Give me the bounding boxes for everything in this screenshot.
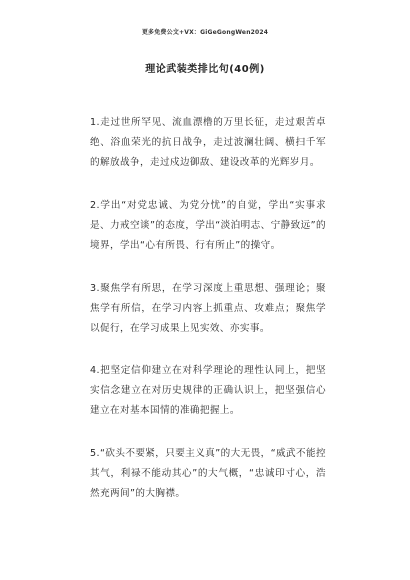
paragraph-4: 4.把坚定信仰建立在对科学理论的理性认同上，把坚实信念建立在对历史规律的正确认识上，把坚强信心建立在对基本国情的准确把握上。 (90, 365, 326, 416)
paragraph-5: 5.“砍头不要紧，只要主义真”的大无畏，“威武不能控其气，利禄不能动其心”的大气概，“忠诚印寸心，浩然充两间”的大胸襟。 (90, 448, 326, 499)
paragraph-3: 3.聚焦学有所思，在学习深度上重思想、强理论；聚焦学有所信，在学习内容上抓重点、攻难点；聚焦学以促行，在学习成果上见实效、亦实事。 (90, 283, 326, 334)
document-title: 理论武装类排比句(40例) (145, 64, 265, 75)
header-note: 更多免费公文+VX：GiGeGongWen2024 (141, 29, 269, 36)
paragraph-2: 2.学出“对党忠诚、为党分忧”的自觉，学出“实事求是、力戒空谈”的态度，学出“淡泊明志、宁静致远”的境界，学出“心有所畏、行有所止”的操守。 (90, 200, 326, 251)
paragraph-1: 1.走过世所罕见、流血漂橹的万里长征，走过艰苦卓绝、浴血荣光的抗日战争，走过波澜壮阔、横扫千军的解放战争，走过戍边御敌、建设改革的光辉岁月。 (90, 117, 326, 168)
